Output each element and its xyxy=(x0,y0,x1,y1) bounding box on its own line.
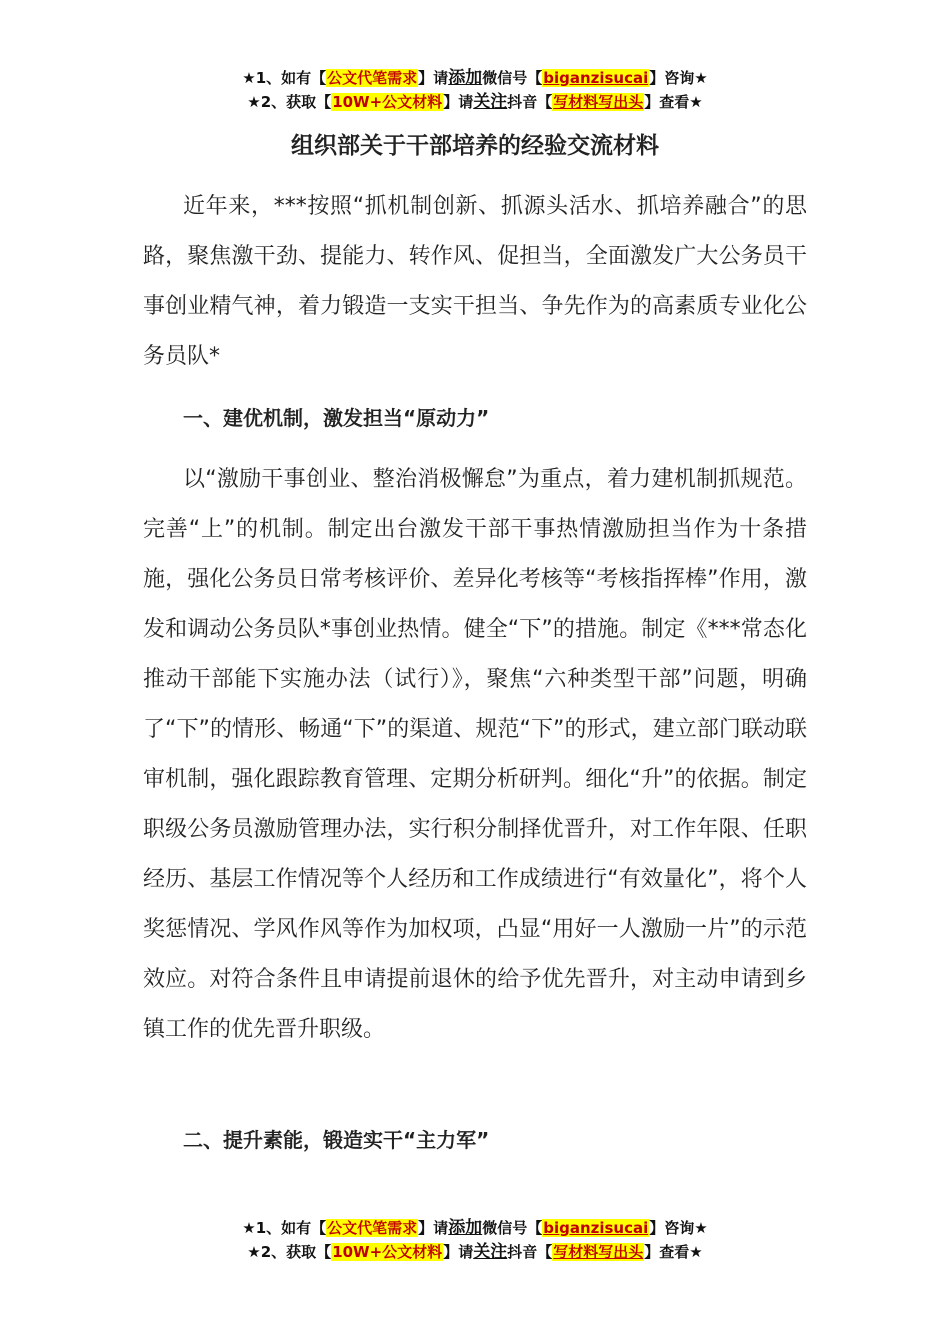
ad-emphasis: 添加 xyxy=(448,1218,483,1238)
footer-ad xyxy=(0,1216,950,1264)
ad-line-1 xyxy=(0,1216,950,1240)
section-1-heading: 一、建优机制，激发担当“原动力” xyxy=(183,406,490,430)
section-1-paragraph: 以“激励干事创业、整治消极懈怠”为重点，着力建机制抓规范。完善“上”的机制。制定出台激发干部干事热情激励担当作为十条措施，强化公务员日常考核评价、差异化考核等“考核指挥棒”作用，激发和调动公务员队*事创业热情。健全“下”的措施。制定《***常态化推动干部能下实施办法（试行）》，聚焦“六种类型干部”问题，明确了“下”的情形、畅通“下”的渠道、规范“下”的形式，建立部门联动联审机制，强化跟踪教育管理、定期分析研判。细化“升”的依据。制定职级公务员激励管理办法，实行积分制择优晋升，对工作年限、任职经历、基层工作情况等个人经历和工作成绩进行“有效量化”，将个人奖惩情况、学风作风等作为加权项，凸显“用好一人激励一片”的示范效应。对符合条件且申请提前退休的给予优先晋升，对主动申请到乡镇工作的优先晋升职级。 xyxy=(143,467,807,1042)
section-2-heading: 二、提升素能，锻造实干“主力军” xyxy=(183,1128,490,1152)
ad-text: ★2、获取【 xyxy=(247,93,332,111)
ad-text: ★1、如有【 xyxy=(242,1219,327,1237)
intro-paragraph: 近年来，***按照“抓机制创新、抓源头活水、抓培养融合”的思路，聚焦激干劲、提能力、转作风、促担当，全面激发广大公务员干事创业精气神，着力锻造一支实干担当、争先作为的高素质专业化公务员队* xyxy=(143,194,807,369)
intro-block xyxy=(143,182,807,382)
section-1-heading-block xyxy=(143,398,807,438)
ad-highlight-douyin: 写材料写出头 xyxy=(553,93,644,111)
header-ad xyxy=(0,66,950,114)
ad-text: 】请 xyxy=(418,1219,449,1237)
ad-highlight-service: 公文代笔需求 xyxy=(327,1219,418,1237)
ad-emphasis: 添加 xyxy=(448,68,483,88)
ad-highlight-materials: 10W+公文材料 xyxy=(332,93,443,111)
ad-text: 微信号【 xyxy=(482,69,543,87)
ad-text: 】咨询★ xyxy=(649,69,708,87)
ad-text: 抖音【 xyxy=(507,1243,553,1261)
ad-text: ★1、如有【 xyxy=(242,69,327,87)
ad-text: ★2、获取【 xyxy=(247,1243,332,1261)
document-title: 组织部关于干部培养的经验交流材料 xyxy=(291,133,659,159)
section-2-heading-block xyxy=(143,1120,807,1160)
ad-text: 】咨询★ xyxy=(649,1219,708,1237)
ad-highlight-wechat-id: biganzisucai xyxy=(543,1219,649,1237)
ad-text: 】请 xyxy=(443,1243,474,1261)
ad-highlight-douyin: 写材料写出头 xyxy=(553,1243,644,1261)
ad-emphasis: 关注 xyxy=(473,1242,508,1262)
ad-text: 】查看★ xyxy=(644,1243,703,1261)
ad-text: 】查看★ xyxy=(644,93,703,111)
ad-line-2 xyxy=(0,90,950,114)
ad-highlight-wechat-id: biganzisucai xyxy=(543,69,649,87)
ad-text: 抖音【 xyxy=(507,93,553,111)
ad-text: 】请 xyxy=(418,69,449,87)
section-1-body-block xyxy=(143,455,807,1055)
ad-text: 微信号【 xyxy=(482,1219,543,1237)
ad-highlight-materials: 10W+公文材料 xyxy=(332,1243,443,1261)
ad-highlight-service: 公文代笔需求 xyxy=(327,69,418,87)
ad-text: 】请 xyxy=(443,93,474,111)
ad-emphasis: 关注 xyxy=(473,92,508,112)
ad-line-2 xyxy=(0,1240,950,1264)
ad-line-1 xyxy=(0,66,950,90)
